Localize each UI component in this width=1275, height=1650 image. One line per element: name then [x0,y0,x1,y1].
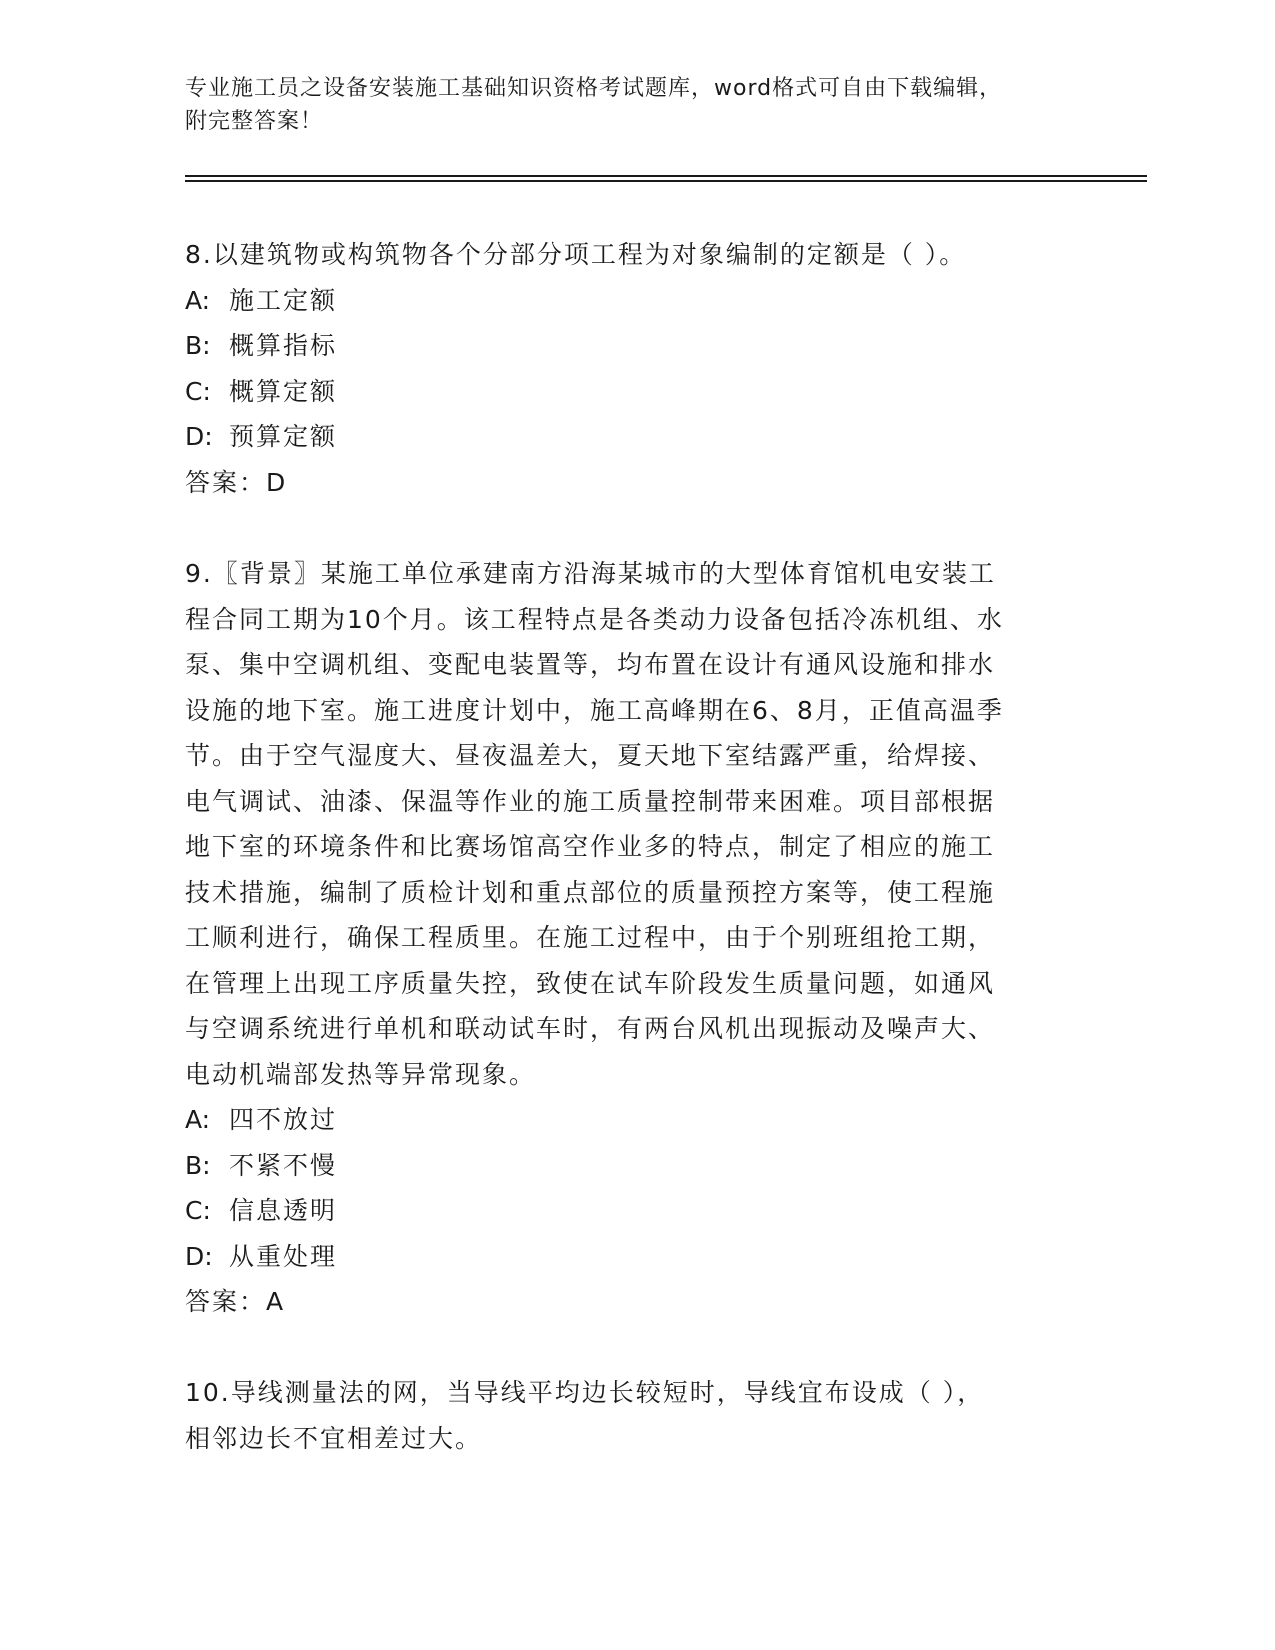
option-text: 预算定额 [229,422,338,451]
option-d [185,1234,1065,1280]
answer-line: 答案：A [185,1287,286,1316]
option-letter: D: [185,1241,213,1271]
header-divider-top [185,175,1147,177]
option-a [185,1097,1065,1143]
option-letter: B: [185,1150,211,1180]
option-text: 信息透明 [229,1196,338,1225]
option-c [185,1188,1065,1234]
option-letter: B: [185,331,211,360]
question-stem-line: 相邻边长不宜相差过大。 [185,1424,483,1453]
question-stem-line: 8.以建筑物或构筑物各个分部分项工程为对象编制的定额是（ ）。 [185,240,967,269]
question-8 [185,232,1065,505]
option-a [185,278,1065,324]
option-c [185,369,1065,415]
question-stem-line: 与空调系统进行单机和联动试车时，有两台风机出现振动及噪声大、 [185,1014,996,1043]
document-header [185,72,1065,138]
option-text: 概算定额 [229,376,338,406]
question-stem-line: 电动机端部发热等异常现象。 [185,1059,537,1089]
option-text: 从重处理 [229,1241,338,1271]
option-text: 施工定额 [229,285,338,315]
option-letter: A: [185,285,211,315]
option-d [185,414,1065,460]
question-stem-line: 设施的地下室。施工进度计划中，施工高峰期在6、8月，正值高温季 [185,695,1004,725]
question-stem-line: 工顺利进行，确保工程质里。在施工过程中，由于个别班组抢工期， [185,923,996,952]
option-letter: C: [185,376,211,406]
option-text: 概算指标 [229,331,338,360]
question-stem-line: 节。由于空气湿度大、昼夜温差大，夏天地下室结露严重，给焊接、 [185,741,996,770]
question-stem-line: 程合同工期为10个月。该工程特点是各类动力设备包括冷冻机组、水 [185,604,1004,634]
question-9 [185,551,1065,1325]
question-stem-line: 电气调试、油漆、保温等作业的施工质量控制带来困难。项目部根据 [185,786,996,816]
option-b [185,1143,1065,1189]
header-divider-bottom [185,180,1147,182]
question-10 [185,1370,1065,1462]
answer-line: 答案：D [185,467,288,497]
option-letter: D: [185,422,213,451]
header-line-2: 附完整答案！ [185,109,324,134]
question-stem-line: 9.〖背景〗某施工单位承建南方沿海某城市的大型体育馆机电安装工 [185,559,996,588]
option-b [185,323,1065,369]
option-letter: A: [185,1105,211,1134]
question-stem-line: 在管理上出现工序质量失控，致使在试车阶段发生质量问题，如通风 [185,968,996,998]
question-stem-line: 地下室的环境条件和比赛场馆高空作业多的特点，制定了相应的施工 [185,832,996,861]
question-stem-line: 技术措施，编制了质检计划和重点部位的质量预控方案等，使工程施 [185,877,996,907]
question-stem-line: 10.导线测量法的网，当导线平均边长较短时，导线宜布设成（ ）， [185,1378,985,1407]
question-stem-line: 泵、集中空调机组、变配电装置等，均布置在设计有通风设施和排水 [185,650,996,679]
option-letter: C: [185,1196,211,1225]
option-text: 四不放过 [229,1105,338,1134]
header-line-1: 专业施工员之设备安装施工基础知识资格考试题库，word格式可自由下载编辑， [185,76,1003,101]
option-text: 不紧不慢 [229,1150,338,1180]
